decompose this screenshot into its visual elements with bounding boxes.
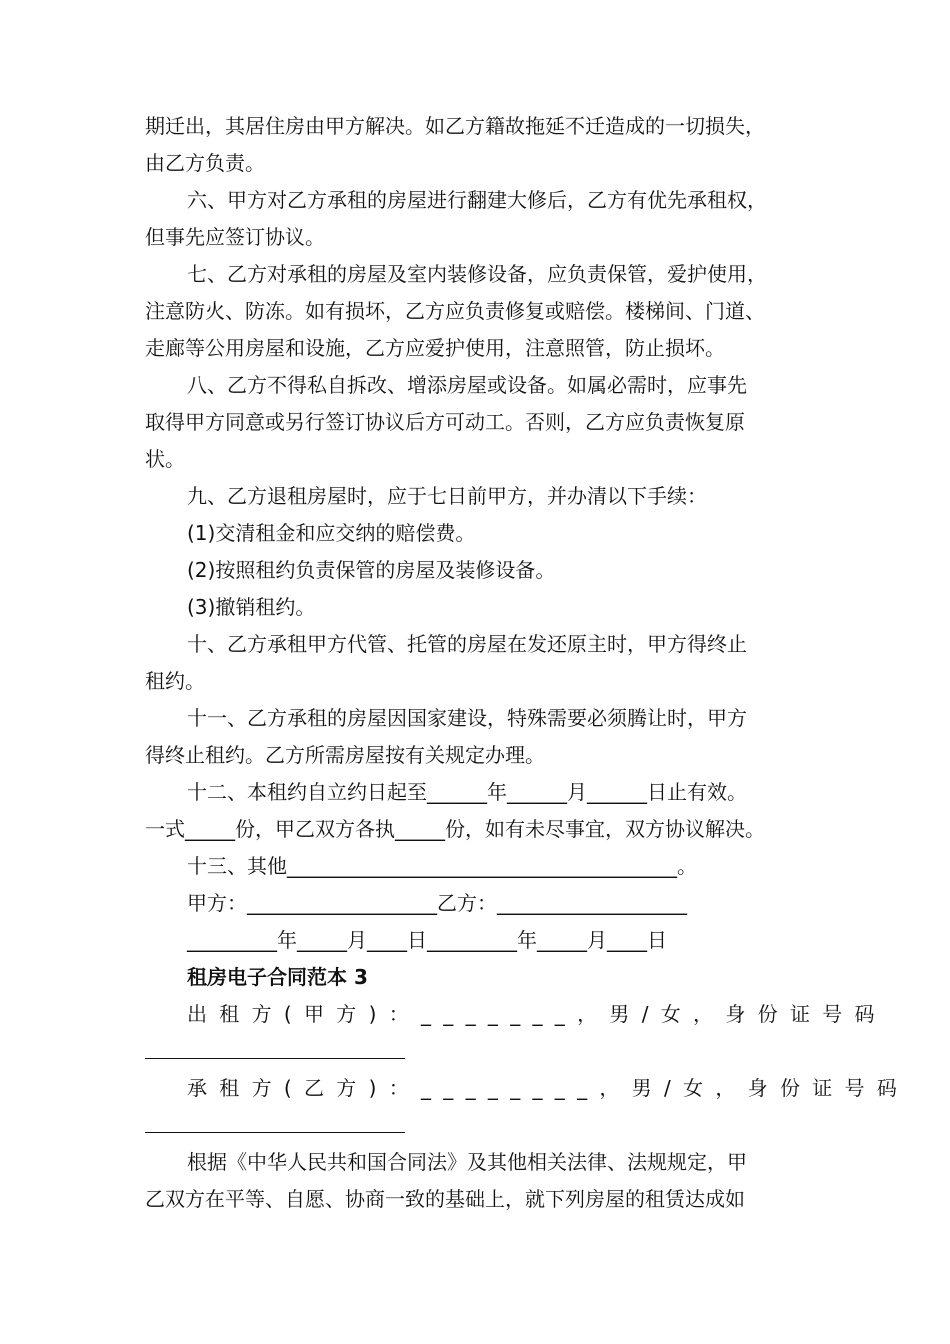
clause-nine: 九、乙方退租房屋时，应于七日前甲方，并办清以下手续： bbox=[187, 484, 707, 508]
id-number-blank bbox=[145, 1132, 405, 1133]
paragraph-line: 租约。 bbox=[145, 669, 205, 693]
paragraph-line: 取得甲方同意或另行签订协议后方可动工。否则，乙方应负责恢复原 bbox=[145, 410, 745, 434]
paragraph-line: 一式_____份，甲乙双方各执_____份，如有未尽事宜，双方协议解决。 bbox=[145, 817, 765, 841]
clause-twelve: 十二、本租约自立约日起至______年______月______日止有效。 bbox=[187, 780, 747, 804]
signature-dates: _________年_____月____日_________年_____月____日 bbox=[187, 928, 667, 952]
signature-parties: 甲方：___________________乙方：___________________ bbox=[187, 891, 687, 915]
list-item: (3)撤销租约。 bbox=[187, 595, 316, 619]
clause-thirteen: 十三、其他_______________________________________。 bbox=[187, 854, 697, 878]
list-item: (2)按照租约负责保管的房屋及装修设备。 bbox=[187, 558, 556, 582]
paragraph-line: 期迁出，其居住房由甲方解决。如乙方籍故拖延不迁造成的一切损失， bbox=[145, 114, 765, 138]
list-item: (1)交清租金和应交纳的赔偿费。 bbox=[187, 521, 476, 545]
paragraph-line: 注意防火、防冻。如有损坏，乙方应负责修复或赔偿。楼梯间、门道、 bbox=[145, 299, 765, 323]
id-number-blank bbox=[145, 1058, 405, 1059]
intro-paragraph: 根据《中华人民共和国合同法》及其他相关法律、法规规定，甲 bbox=[187, 1150, 747, 1174]
lessor-line: 出租方(甲方)：_______，男/女，身份证号码 bbox=[187, 1002, 887, 1026]
paragraph-line: 乙双方在平等、自愿、协商一致的基础上，就下列房屋的租赁达成如 bbox=[145, 1187, 745, 1211]
section-title: 租房电子合同范本 3 bbox=[187, 965, 368, 989]
clause-ten: 十、乙方承租甲方代管、托管的房屋在发还原主时，甲方得终止 bbox=[187, 632, 747, 656]
paragraph-line: 得终止租约。乙方所需房屋按有关规定办理。 bbox=[145, 743, 545, 767]
clause-eight: 八、乙方不得私自拆改、增添房屋或设备。如属必需时，应事先 bbox=[187, 373, 747, 397]
clause-eleven: 十一、乙方承租的房屋因国家建设，特殊需要必须腾让时，甲方 bbox=[187, 706, 747, 730]
paragraph-line: 由乙方负责。 bbox=[145, 151, 265, 175]
paragraph-line: 但事先应签订协议。 bbox=[145, 225, 325, 249]
clause-seven: 七、乙方对承租的房屋及室内装修设备，应负责保管，爱护使用， bbox=[187, 262, 767, 286]
lessee-line: 承租方(乙方)：________，男/女，身份证号码 bbox=[187, 1076, 910, 1100]
paragraph-line: 状。 bbox=[145, 447, 185, 471]
clause-six: 六、甲方对乙方承租的房屋进行翻建大修后，乙方有优先承租权， bbox=[187, 188, 767, 212]
paragraph-line: 走廊等公用房屋和设施，乙方应爱护使用，注意照管，防止损坏。 bbox=[145, 336, 725, 360]
